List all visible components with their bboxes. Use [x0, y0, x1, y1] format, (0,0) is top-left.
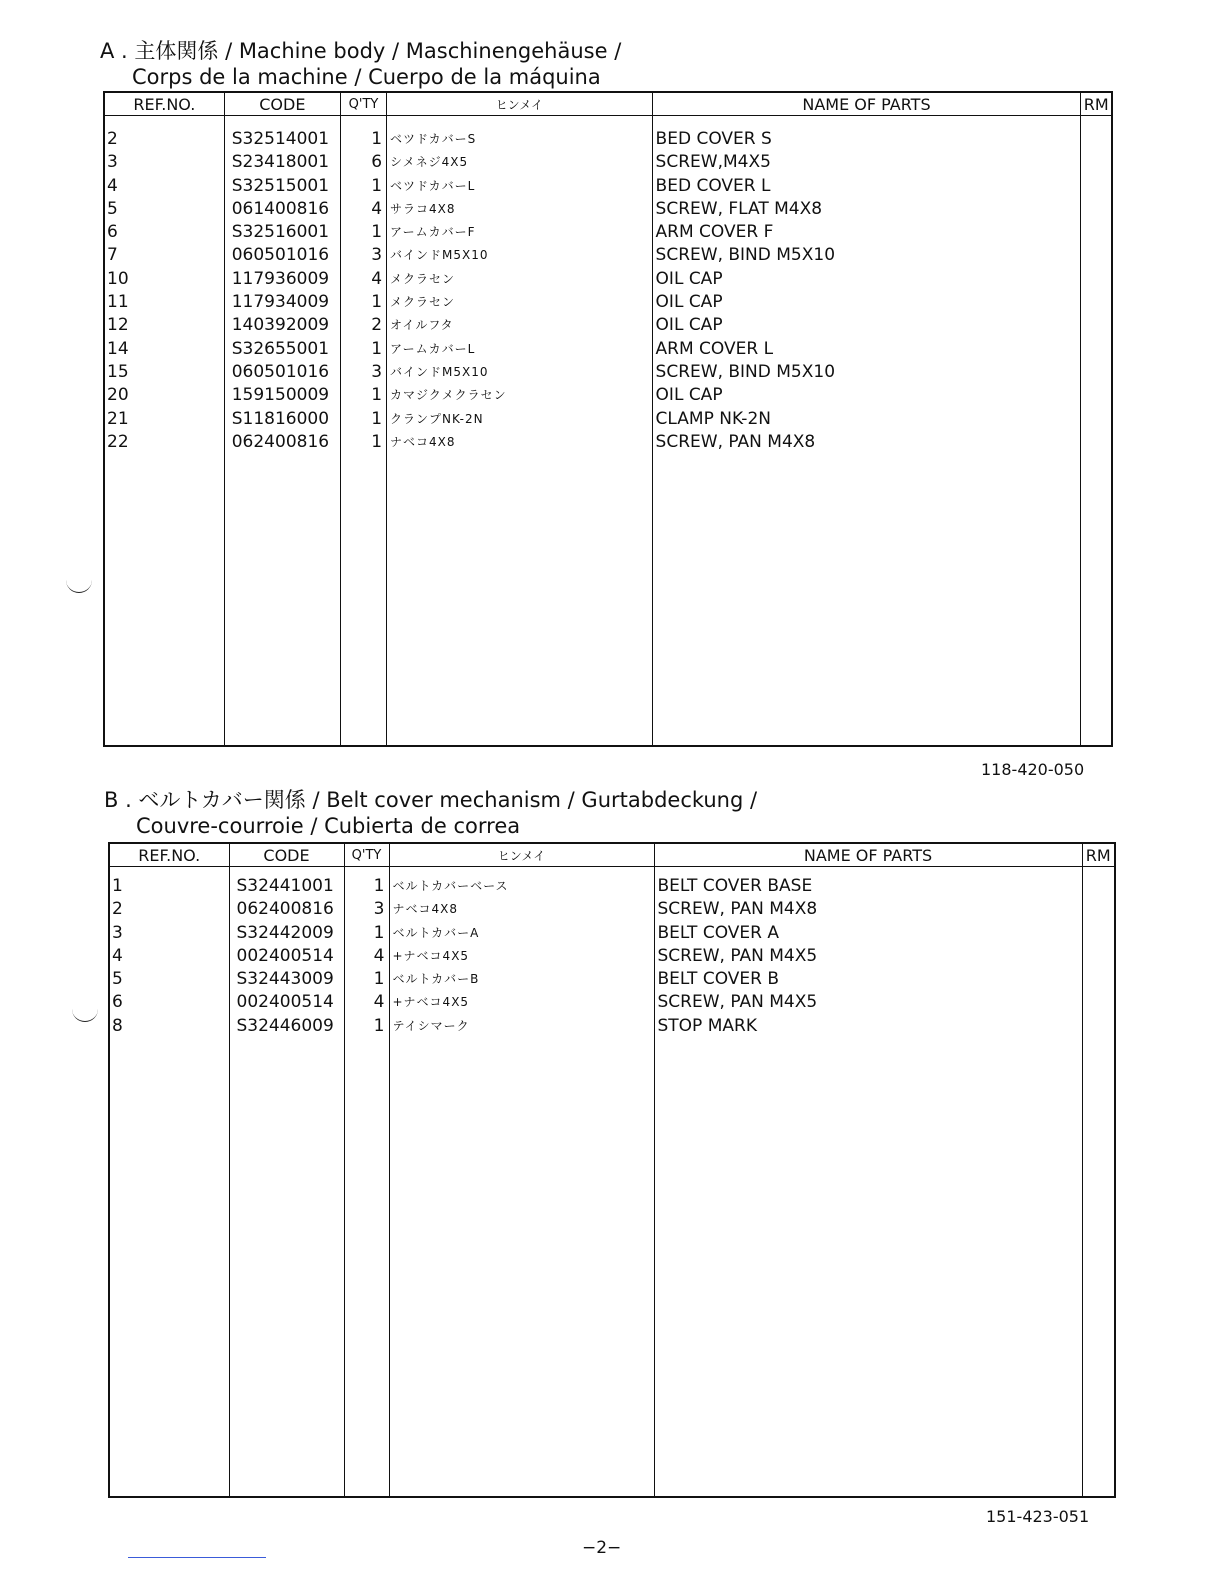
table-header-row: [109, 843, 1115, 867]
page-number: −2−: [582, 1538, 622, 1558]
hole-punch-mark: [72, 1005, 98, 1022]
table-cell: 2: [112, 899, 123, 920]
table-cell: 21: [107, 408, 129, 429]
table-cell: 1: [371, 385, 383, 406]
table-cell: S11816000: [231, 408, 330, 429]
section-a-heading-line2: Corps de la machine / Cuerpo de la máquina: [132, 65, 601, 89]
qty-column: [340, 116, 386, 746]
table-cell: SCREW, FLAT M4X8: [655, 198, 823, 219]
ref-column: [104, 116, 224, 746]
table-cell: 1: [371, 431, 383, 452]
section-b-heading-line1: B . ベルトカバー関係 / Belt cover mechanism / Gurtabdeckung /: [104, 788, 758, 812]
table-cell: シメネジ4X5: [390, 155, 469, 170]
table-cell: 1: [112, 876, 123, 896]
kana-column: [389, 867, 654, 1497]
kana-column: [387, 116, 653, 746]
table-cell: 1: [371, 175, 383, 196]
table-cell: STOP MARK: [657, 1015, 757, 1036]
col-header-qty: Q'TY: [344, 843, 389, 867]
section-a-doc-number: 118-420-050: [981, 760, 1085, 779]
table-cell: 4: [373, 992, 385, 1013]
ref-column: [109, 867, 229, 1497]
name-column: [654, 867, 1082, 1497]
section-b-heading-line2: Couvre-courroie / Cubierta de correa: [136, 814, 521, 838]
table-cell: ARM COVER L: [655, 338, 774, 359]
table-cell: OIL CAP: [655, 385, 723, 406]
table-cell: 7: [107, 245, 118, 266]
table-cell: +ナベコ4X5: [392, 948, 470, 963]
table-cell: 11: [107, 292, 129, 313]
table-cell: 1: [371, 292, 383, 313]
table-cell: SCREW, PAN M4X8: [655, 431, 816, 452]
col-header-kana: ヒンメイ: [389, 843, 654, 867]
table-cell: ベルトカバーB: [392, 972, 480, 987]
table-cell: ARM COVER F: [655, 222, 774, 243]
table-cell: SCREW, PAN M4X5: [657, 945, 818, 966]
table-cell: +ナベコ4X5: [392, 995, 470, 1010]
table-cell: SCREW, PAN M4X5: [657, 992, 818, 1013]
table-cell: SCREW, BIND M5X10: [655, 245, 836, 266]
table-cell: 1: [371, 338, 383, 359]
table-cell: 6: [112, 992, 123, 1013]
qty-column: [344, 867, 389, 1497]
table-cell: アームカバーF: [390, 225, 476, 240]
table-cell: 062400816: [231, 431, 330, 452]
table-cell: サラコ4X8: [390, 201, 456, 216]
table-cell: ベツドカバーS: [390, 132, 477, 146]
table-cell: 2: [371, 315, 383, 336]
table-cell: SCREW, BIND M5X10: [655, 361, 836, 382]
table-cell: S32516001: [231, 222, 330, 243]
table-cell: ナベコ4X8: [390, 434, 456, 449]
table-cell: BELT COVER BASE: [657, 876, 813, 896]
table-body: [109, 867, 1115, 1497]
table-cell: S32441001: [236, 876, 334, 896]
table-cell: クランプNK-2N: [390, 411, 484, 426]
table-cell: S32515001: [231, 175, 330, 196]
table-cell: 14: [107, 338, 129, 359]
table-cell: 4: [112, 945, 123, 966]
table-cell: 159150009: [231, 385, 330, 406]
table-cell: 3: [373, 899, 385, 920]
table-cell: BELT COVER A: [657, 922, 779, 943]
table-cell: 4: [107, 175, 118, 196]
table-cell: BED COVER L: [655, 175, 771, 196]
table-cell: ベルトカバーA: [392, 925, 480, 940]
table-cell: S32514001: [231, 129, 330, 149]
code-column: [229, 867, 344, 1497]
col-header-kana: ヒンメイ: [387, 92, 653, 116]
underline-artifact: [128, 1557, 266, 1558]
col-header-ref: REF.NO.: [109, 843, 229, 867]
table-cell: 8: [112, 1015, 123, 1036]
table-cell: CLAMP NK-2N: [655, 408, 771, 429]
table-cell: 4: [371, 198, 383, 219]
table-cell: 4: [371, 268, 383, 289]
table-cell: ベツドカバーL: [390, 178, 476, 193]
section-a-parts-table: [103, 91, 1113, 747]
table-cell: OIL CAP: [655, 292, 723, 313]
table-cell: バインドM5X10: [390, 248, 489, 263]
table-cell: テイシマーク: [392, 1018, 470, 1033]
col-header-name: NAME OF PARTS: [654, 843, 1082, 867]
col-header-ref: REF.NO.: [104, 92, 224, 116]
col-header-rm: RM: [1081, 92, 1112, 116]
table-cell: S23418001: [231, 152, 330, 173]
table-cell: BELT COVER B: [657, 969, 780, 990]
table-body: [104, 116, 1112, 746]
table-cell: 061400816: [231, 198, 330, 219]
table-cell: 060501016: [231, 245, 330, 266]
table-cell: バインドM5X10: [390, 364, 489, 379]
table-cell: 15: [107, 361, 129, 382]
table-cell: S32655001: [231, 338, 330, 359]
table-cell: 117936009: [231, 268, 330, 289]
table-cell: BED COVER S: [655, 129, 772, 149]
table-cell: OIL CAP: [655, 315, 723, 336]
table-cell: 22: [107, 431, 129, 452]
table-cell: 1: [371, 129, 383, 149]
table-cell: アームカバーL: [390, 341, 476, 356]
table-cell: 4: [373, 945, 385, 966]
hole-punch-mark: [66, 576, 92, 593]
section-b-table-wrap: [108, 842, 1114, 1498]
table-cell: 2: [107, 129, 118, 149]
table-cell: 060501016: [231, 361, 330, 382]
table-cell: 1: [373, 876, 385, 896]
table-cell: 3: [112, 922, 123, 943]
table-cell: 5: [112, 969, 123, 990]
col-header-rm: RM: [1082, 843, 1115, 867]
table-cell: 12: [107, 315, 129, 336]
table-cell: SCREW,M4X5: [655, 152, 771, 173]
table-cell: SCREW, PAN M4X8: [657, 899, 818, 920]
table-cell: カマジクメクラセン: [390, 388, 507, 403]
section-b-parts-table: [108, 842, 1116, 1498]
table-header-row: [104, 92, 1112, 116]
table-cell: 002400514: [236, 992, 334, 1013]
rm-column: [1081, 116, 1112, 746]
section-b-heading: [104, 787, 757, 839]
table-cell: S32443009: [236, 969, 334, 990]
table-cell: ナベコ4X8: [392, 902, 458, 917]
col-header-qty: Q'TY: [340, 92, 386, 116]
table-cell: OIL CAP: [655, 268, 723, 289]
table-cell: 1: [371, 408, 383, 429]
section-a-table-wrap: [103, 91, 1113, 747]
table-cell: メクラセン: [390, 295, 456, 310]
table-cell: 3: [107, 152, 118, 173]
section-a-heading-line1: A . 主体関係 / Machine body / Maschinengehäuse /: [100, 39, 622, 63]
table-cell: 1: [373, 969, 385, 990]
section-a-heading: [100, 38, 621, 90]
table-cell: ベルトカバーベース: [392, 879, 509, 893]
table-cell: 1: [373, 1015, 385, 1036]
table-cell: S32446009: [236, 1015, 334, 1036]
code-column: [224, 116, 340, 746]
table-cell: オイルフタ: [390, 318, 454, 333]
section-b-doc-number: 151-423-051: [986, 1507, 1090, 1526]
table-cell: メクラセン: [390, 271, 456, 286]
table-cell: 117934009: [231, 292, 330, 313]
table-cell: 1: [371, 222, 383, 243]
table-cell: 062400816: [236, 899, 334, 920]
rm-column: [1082, 867, 1115, 1497]
table-cell: 140392009: [231, 315, 330, 336]
table-cell: 3: [371, 245, 383, 266]
table-cell: 6: [107, 222, 118, 243]
table-cell: 1: [373, 922, 385, 943]
col-header-code: CODE: [224, 92, 340, 116]
name-column: [652, 116, 1081, 746]
table-cell: 20: [107, 385, 129, 406]
col-header-code: CODE: [229, 843, 344, 867]
table-cell: S32442009: [236, 922, 334, 943]
table-cell: 6: [371, 152, 383, 173]
table-cell: 5: [107, 198, 118, 219]
table-cell: 10: [107, 268, 129, 289]
table-cell: 3: [371, 361, 383, 382]
col-header-name: NAME OF PARTS: [652, 92, 1081, 116]
table-cell: 002400514: [236, 945, 334, 966]
